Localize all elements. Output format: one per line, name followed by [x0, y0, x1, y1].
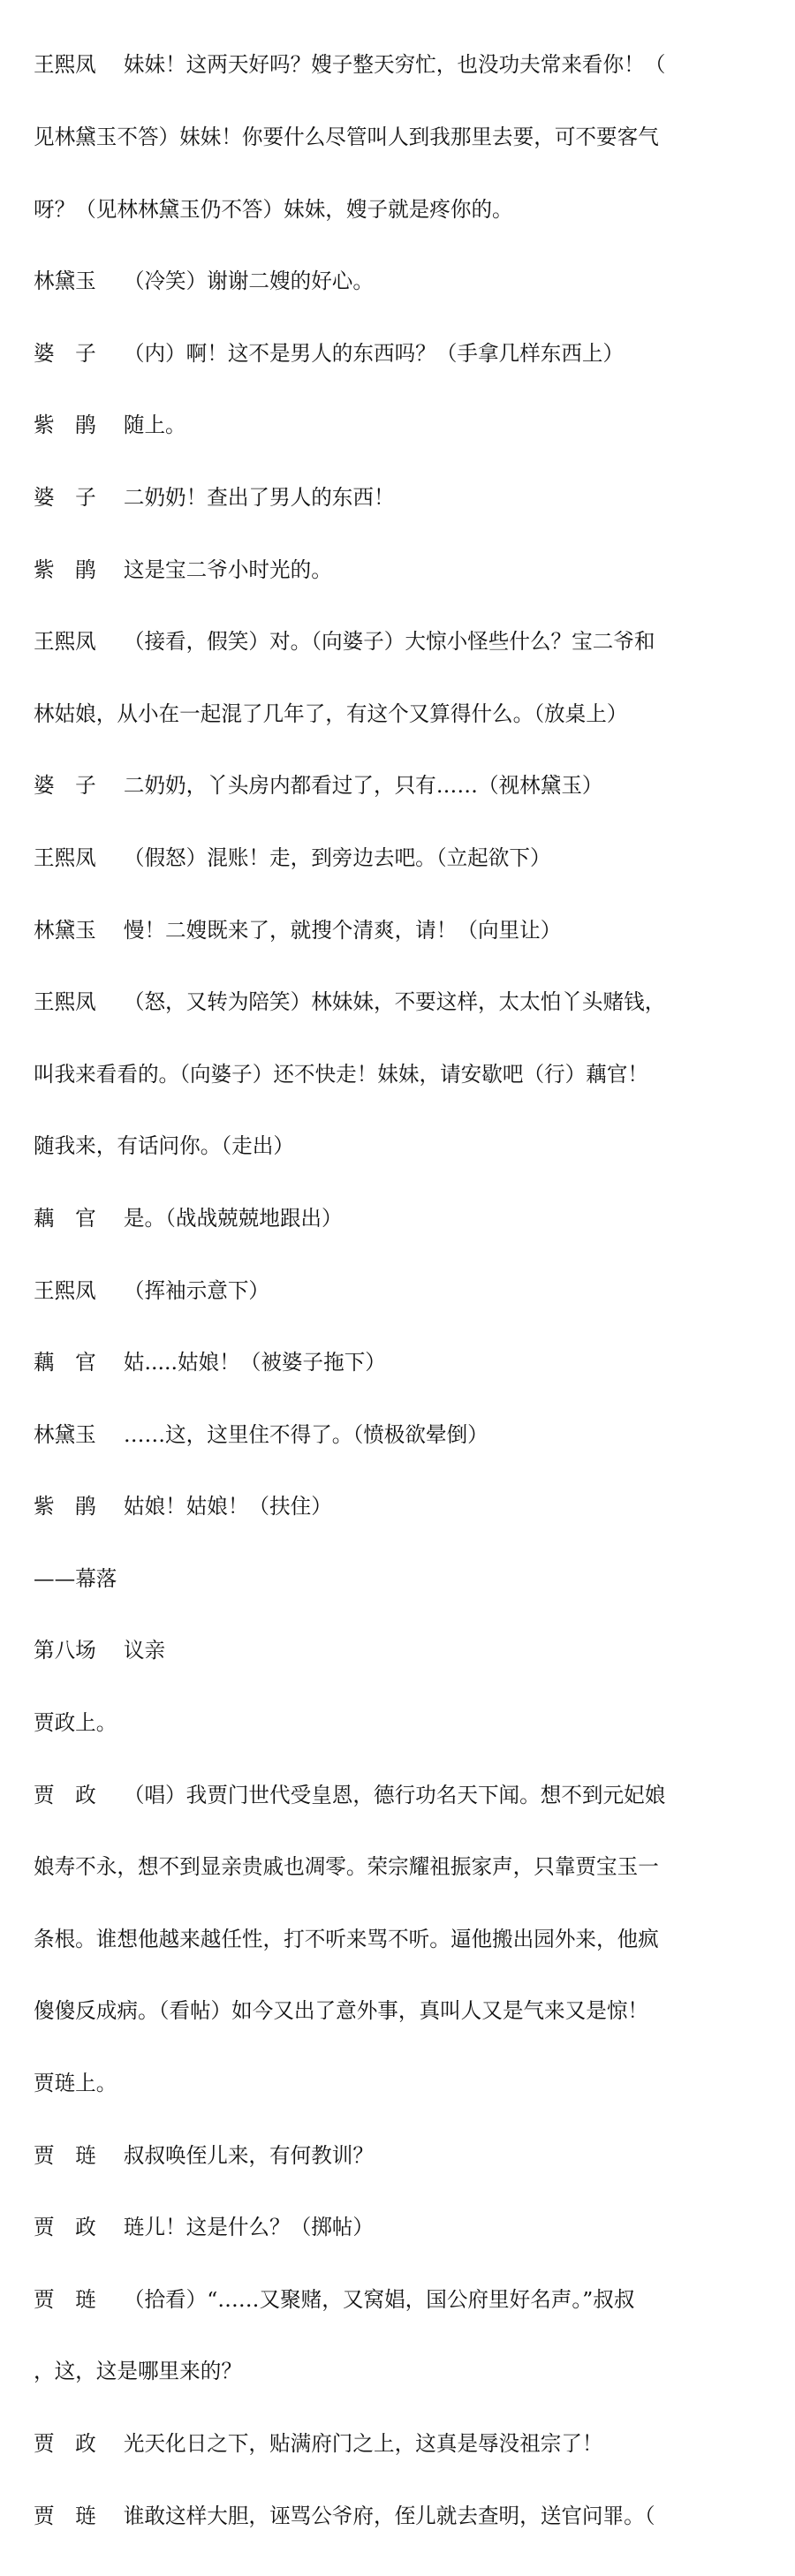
- text-line: 条根。谁想他越来越任性，打不听来骂不听。逼他搬出园外来，他疯: [34, 1926, 659, 1951]
- text-line: 第八场 议亲: [34, 1638, 166, 1663]
- text-line: 紫 鹃 随上。: [34, 413, 186, 438]
- text-line: 娘寿不永，想不到显亲贵戚也凋零。荣宗耀祖振家声，只靠贾宝玉一: [34, 1854, 659, 1880]
- text-line: 王熙凤 （挥袖示意下）: [34, 1277, 270, 1303]
- text-line: 贾琏上。: [34, 2071, 117, 2096]
- text-line: 贾政上。: [34, 1710, 117, 1736]
- text-line: 林黛玉 （冷笑）谢谢二嫂的好心。: [34, 269, 374, 294]
- text-line: 叫我来看看的。（向婆子）还不快走！妹妹，请安歇吧（行）藕官！: [34, 1061, 649, 1087]
- text-line: 王熙凤 妹妹！这两天好吗？嫂子整天穷忙，也没功夫常来看你！（: [34, 52, 666, 78]
- text-line: 贾 政 琏儿！这是什么？（掷帖）: [34, 2215, 374, 2240]
- text-line: 林黛玉 ……这，这里住不得了。（愤极欲晕倒）: [34, 1421, 488, 1447]
- text-line: 贾 政 光天化日之下，贴满府门之上，这真是辱没祖宗了！: [34, 2431, 603, 2456]
- script-text: [34, 5, 776, 2576]
- text-line: 林黛玉 慢！二嫂既来了，就搜个清爽，请！（向里让）: [34, 917, 562, 943]
- text-line: 紫 鹃 姑娘！姑娘！（扶住）: [34, 1494, 332, 1519]
- text-line: 婆 子 （内）啊！这不是男人的东西吗？（手拿几样东西上）: [34, 340, 625, 366]
- text-line: 王熙凤 （接看，假笑）对。（向婆子）大惊小怪些什么？宝二爷和: [34, 629, 655, 655]
- text-line: 林姑娘，从小在一起混了几年了，有这个又算得什么。（放桌上）: [34, 701, 628, 726]
- text-line: 贾 琏 （拾看）“……又聚赌，又窝娼，国公府里好名声。”叔叔: [34, 2286, 635, 2312]
- text-line: 婆 子 二奶奶！查出了男人的东西！: [34, 484, 395, 510]
- text-line: 随我来，有话问你。（走出）: [34, 1133, 294, 1159]
- text-line: 藕 官 姑.....姑娘！（被婆子拖下）: [34, 1350, 386, 1375]
- text-line: 紫 鹃 这是宝二爷小时光的。: [34, 557, 332, 582]
- text-line: 王熙凤 （假怒）混账！走，到旁边去吧。（立起欲下）: [34, 845, 551, 870]
- text-line: 呀？（见林林黛玉仍不答）妹妹，嫂子就是疼你的。: [34, 196, 513, 222]
- text-line: 贾 琏 谁敢这样大胆，诬骂公爷府，侄儿就去查明，送官问罪。（: [34, 2503, 655, 2528]
- text-line: 贾 琏 叔叔唤侄儿来，有何教训？: [34, 2142, 374, 2168]
- text-line: 藕 官 是。（战战兢兢地跟出）: [34, 1205, 343, 1231]
- text-line: ，这，这是哪里来的？: [34, 2359, 242, 2384]
- text-line: 婆 子 二奶奶，丫头房内都看过了，只有……（视林黛玉）: [34, 773, 603, 799]
- text-line: 傻傻反成病。（看帖）如今又出了意外事，真叫人又是气来又是惊！: [34, 1998, 649, 2024]
- text-line: 见林黛玉不答）妹妹！你要什么尽管叫人到我那里去要，可不要客气: [34, 125, 659, 149]
- text-line: 王熙凤 （怒，又转为陪笑）林妹妹，不要这样，太太怕丫头赌钱，: [34, 989, 666, 1015]
- text-line: 贾 政 （唱）我贾门世代受皇恩，德行功名天下闻。想不到元妃娘: [34, 1782, 666, 1807]
- text-line: ——幕落: [34, 1565, 117, 1591]
